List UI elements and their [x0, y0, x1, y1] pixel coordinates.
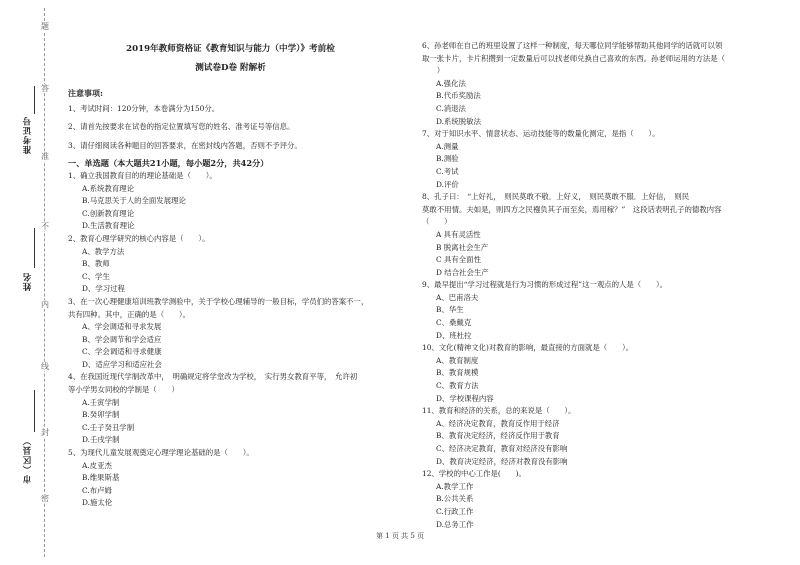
question	[422, 279, 767, 342]
answer-option[interactable]: A、教育制度	[436, 355, 479, 365]
question-stem: 5、为现代儿童发展观奠定心理学理论基础的是（ ）。	[68, 448, 254, 458]
exam-number-field[interactable]	[16, 112, 40, 172]
question-stem: 1、确立我国教育目的的理论基础是（ ）。	[68, 170, 217, 180]
field-underline	[34, 86, 35, 114]
seal-char: 不	[41, 222, 49, 231]
answer-option[interactable]: B.公共关系	[436, 494, 474, 504]
question	[422, 191, 767, 279]
answer-option[interactable]: B.癸卯学制	[82, 410, 120, 420]
question	[422, 342, 767, 405]
answer-option[interactable]: A.强化法	[436, 78, 466, 88]
question-stem: 12、学校的中心工作是( )。	[422, 469, 526, 479]
seal-char: 答	[41, 84, 49, 93]
question-stem: （ ）	[422, 217, 452, 227]
question	[68, 296, 393, 372]
answer-option[interactable]: C、经济决定教育，教育对经济没有影响	[436, 444, 568, 453]
section-heading: 一、单选题（本大题共21小题，每小题2分，共42分）	[68, 158, 269, 169]
answer-option[interactable]: A、学会调适和寻求发展	[82, 322, 162, 332]
seal-char: 密	[41, 494, 49, 503]
answer-option[interactable]: A、经济决定教育，教育反作用于经济	[436, 418, 560, 428]
question	[422, 468, 767, 531]
seal-char: 准	[41, 152, 49, 161]
answer-option[interactable]: C.壬子癸丑学制	[82, 422, 135, 432]
question-stem: 取一张卡片，卡片积攒到一定数量后可以找老师兑换自己喜欢的东西。孙老师运用的方法是（	[422, 53, 726, 63]
question-stem: 3、在一次心理健康培训班教学测验中，关于学校心理辅导的一般目标，学员们的答案不一，	[68, 296, 369, 306]
answer-option[interactable]: D.评价	[436, 179, 459, 189]
answer-option[interactable]: C.创新教育理论	[82, 208, 135, 218]
question	[68, 233, 393, 296]
question-stem: 等小学男女同校的学制是（ ）	[68, 385, 179, 395]
answer-option[interactable]: D 结合社会生产	[436, 267, 489, 277]
answer-option[interactable]: C、教育方法	[436, 381, 479, 391]
answer-option[interactable]: D.生活教育理论	[82, 221, 135, 231]
answer-option[interactable]: B.维果斯基	[82, 473, 120, 483]
question	[68, 447, 393, 510]
answer-option[interactable]: B、教育决定经济，经济反作用于教育	[436, 431, 560, 441]
notice-item: 1、考试时间：120分钟，本卷满分为150分。	[68, 103, 220, 113]
answer-option[interactable]: A.壬寅学制	[82, 397, 120, 407]
page-footer: 第 1 页 共 5 页	[375, 532, 425, 540]
question-stem: 6、孙老师在自己的班里设置了这样一种制度，每天哪位同学能够帮助其他同学的话就可以领	[422, 41, 723, 50]
answer-option[interactable]: B.测验	[436, 154, 459, 164]
seal-char: 封	[41, 428, 49, 437]
question-stem: ）	[422, 66, 445, 76]
field-underline	[34, 228, 35, 268]
name-field[interactable]	[16, 268, 40, 328]
answer-option[interactable]: C 具有全面性	[436, 255, 481, 265]
answer-option[interactable]: A.皮亚杰	[82, 460, 112, 470]
answer-option[interactable]: D.施太伦	[82, 498, 113, 508]
question-stem: 4、在我国近现代学制改革中， 明确规定将学堂改为学校， 实行男女教育平等， 允许初	[68, 372, 358, 382]
title-line: 2019年教师资格证《教育知识与能力（中学）》考前检	[126, 44, 335, 54]
question	[422, 128, 767, 191]
answer-option[interactable]: B、教育规模	[436, 368, 479, 378]
question-stem: 10、文化(精神文化)对教育的影响，最直接的方面就是（ ）。	[422, 343, 634, 353]
question-stem: 9、最早提出“学习过程就是行为习惯的形成过程”这一观点的人是（ ）。	[422, 280, 668, 290]
field-label: 市（区县）	[23, 436, 33, 484]
answer-option[interactable]: C、桑戴克	[436, 318, 472, 328]
answer-option[interactable]: C.行政工作	[436, 506, 474, 516]
answer-option[interactable]: D、班杜拉	[436, 330, 472, 340]
question-stem: 共有四种。其中，正确的是（ ）。	[68, 309, 190, 319]
field-label: 姓名	[23, 272, 33, 291]
answer-option[interactable]: D、教育决定经济，经济对教育没有影响	[436, 456, 568, 466]
answer-option[interactable]: A、巴甫洛夫	[436, 292, 479, 302]
question-stem: 2、教育心理学研究的核心内容是（ ）。	[68, 233, 210, 243]
binding-margin	[0, 0, 62, 565]
question-stem: 8、孔子曰： “上好礼， 则民莫敢不敬．上好义， 则民莫敢不服．上好信， 则民	[422, 192, 690, 202]
answer-option[interactable]: C、学会调适和寻求健康	[82, 347, 162, 357]
right-column	[422, 40, 767, 531]
answer-option[interactable]: C.考试	[436, 166, 459, 176]
answer-option[interactable]: A 具有灵活性	[436, 229, 481, 239]
answer-option[interactable]: A.测量	[436, 141, 459, 151]
answer-option[interactable]: D.壬戌学制	[82, 435, 120, 445]
question	[422, 405, 767, 468]
answer-option[interactable]: B 脱离社会生产	[436, 242, 489, 252]
question	[68, 170, 393, 233]
left-column	[68, 40, 393, 510]
seal-char: 线	[41, 362, 49, 371]
question-stem: 11、教育和经济的关系，总的来说是（ ）。	[422, 406, 576, 416]
question-stem: 7、对于知识水平、情意状态、运动技能等的数量化测定，是指（ ）。	[422, 129, 660, 139]
answer-option[interactable]: B.马克思关于人的全面发展理论	[82, 196, 186, 206]
answer-option[interactable]: D、学校课程内容	[436, 393, 494, 403]
answer-option[interactable]: D.总务工作	[436, 519, 474, 529]
answer-option[interactable]: A、教学方法	[82, 246, 125, 256]
question	[422, 40, 767, 128]
answer-option[interactable]: D、适应学习和适应社会	[82, 359, 162, 369]
answer-option[interactable]: B、学会调节和学会适应	[82, 334, 162, 344]
question	[68, 371, 393, 447]
question-stem: 莫敢不用情。夫如是，则四方之民襁负其子而至矣，焉用稼？” 这段话表明孔子的德教内容	[422, 204, 722, 214]
answer-option[interactable]: C、学生	[82, 271, 110, 281]
answer-option[interactable]: C.消退法	[436, 103, 466, 113]
title-line: 测试卷D卷 附解析	[195, 63, 266, 73]
answer-option[interactable]: B.代币奖励法	[436, 91, 481, 101]
seal-char: 内	[41, 300, 49, 309]
field-label: 准考证号	[23, 116, 33, 154]
exam-title	[68, 40, 393, 78]
seal-char: 题	[41, 22, 49, 31]
answer-option[interactable]: C.布卢姆	[82, 485, 112, 495]
answer-option[interactable]: D.系统脱敏法	[436, 116, 481, 126]
answer-option[interactable]: A.教学工作	[436, 481, 474, 491]
notice-heading: 注意事项:	[68, 88, 103, 98]
answer-option[interactable]: B、华生	[436, 305, 464, 315]
answer-option[interactable]: B、教师	[82, 259, 110, 269]
notice-item: 2、请首先按要求在试卷的指定位置填写您的姓名、准考证号等信息。	[68, 122, 295, 132]
answer-option[interactable]: A.系统教育理论	[82, 183, 135, 193]
notice-item: 3、请仔细阅读各种题目的回答要求，在密封线内答题，否则不予评分。	[68, 140, 302, 150]
answer-option[interactable]: D、学习过程	[82, 284, 125, 294]
field-underline	[34, 390, 35, 432]
city-district-field[interactable]	[16, 432, 40, 492]
